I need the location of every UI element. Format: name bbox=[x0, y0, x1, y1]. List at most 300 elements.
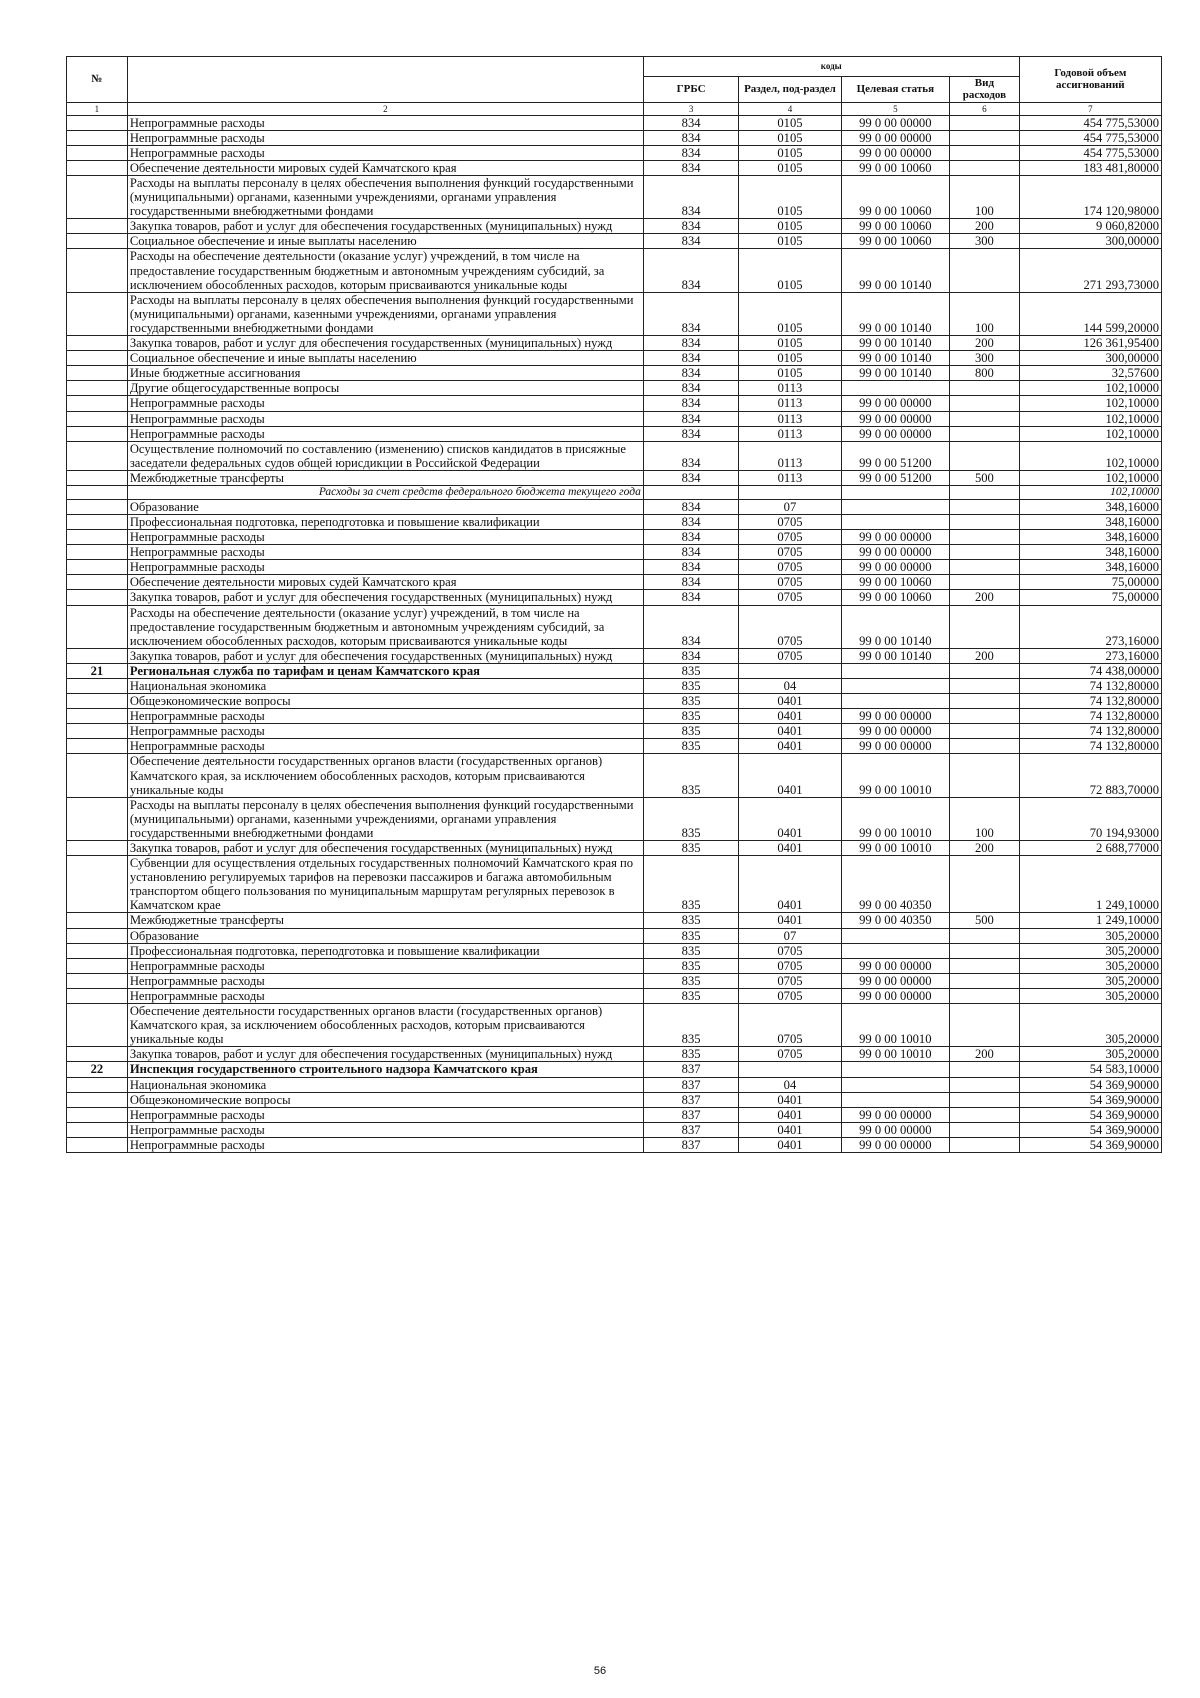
row-name: Обеспечение деятельности мировых судей Камчатского края bbox=[127, 575, 643, 590]
row-target bbox=[841, 694, 950, 709]
row-name: Межбюджетные трансферты bbox=[127, 913, 643, 928]
row-number bbox=[67, 605, 128, 648]
row-name: Образование bbox=[127, 499, 643, 514]
row-expense-type bbox=[950, 709, 1020, 724]
table-row bbox=[67, 709, 1162, 724]
row-amount: 348,16000 bbox=[1019, 530, 1161, 545]
row-section: 0105 bbox=[739, 336, 841, 351]
row-grbs: 834 bbox=[643, 575, 739, 590]
row-section: 0705 bbox=[739, 958, 841, 973]
table-row bbox=[67, 411, 1162, 426]
row-number bbox=[67, 678, 128, 693]
row-target bbox=[841, 381, 950, 396]
row-section: 0705 bbox=[739, 973, 841, 988]
row-number bbox=[67, 366, 128, 381]
table-row bbox=[67, 648, 1162, 663]
page-number: 56 bbox=[593, 1665, 607, 1677]
row-number bbox=[67, 928, 128, 943]
row-amount: 454 775,53000 bbox=[1019, 145, 1161, 160]
row-grbs: 834 bbox=[643, 514, 739, 529]
row-amount: 305,20000 bbox=[1019, 973, 1161, 988]
row-target: 99 0 00 10060 bbox=[841, 575, 950, 590]
row-target: 99 0 00 00000 bbox=[841, 1122, 950, 1137]
row-number bbox=[67, 1137, 128, 1152]
row-number bbox=[67, 545, 128, 560]
table-row bbox=[67, 678, 1162, 693]
row-name: Непрограммные расходы bbox=[127, 426, 643, 441]
row-amount: 102,10000 bbox=[1019, 485, 1161, 499]
row-section: 0105 bbox=[739, 219, 841, 234]
row-section: 0105 bbox=[739, 234, 841, 249]
row-expense-type bbox=[950, 739, 1020, 754]
row-target: 99 0 00 00000 bbox=[841, 396, 950, 411]
row-target: 99 0 00 00000 bbox=[841, 145, 950, 160]
row-number bbox=[67, 1047, 128, 1062]
row-name: Непрограммные расходы bbox=[127, 1122, 643, 1137]
header-expense-type: Вид расходов bbox=[950, 77, 1020, 103]
row-target bbox=[841, 1092, 950, 1107]
row-expense-type bbox=[950, 754, 1020, 797]
table-row bbox=[67, 958, 1162, 973]
row-grbs: 834 bbox=[643, 336, 739, 351]
row-section: 0105 bbox=[739, 249, 841, 292]
table-row bbox=[67, 1122, 1162, 1137]
header-col-num: 1 bbox=[67, 102, 128, 115]
row-section: 0105 bbox=[739, 176, 841, 219]
row-section bbox=[739, 1062, 841, 1077]
row-target: 99 0 00 10010 bbox=[841, 1047, 950, 1062]
row-grbs: 834 bbox=[643, 130, 739, 145]
row-name: Обеспечение деятельности мировых судей Камчатского края bbox=[127, 160, 643, 175]
row-section: 0401 bbox=[739, 1137, 841, 1152]
row-section: 0113 bbox=[739, 441, 841, 470]
row-grbs: 834 bbox=[643, 351, 739, 366]
row-section: 0705 bbox=[739, 988, 841, 1003]
table-row bbox=[67, 499, 1162, 514]
row-number bbox=[67, 1077, 128, 1092]
table-row bbox=[67, 115, 1162, 130]
row-grbs: 834 bbox=[643, 234, 739, 249]
row-name: Образование bbox=[127, 928, 643, 943]
row-target: 99 0 00 00000 bbox=[841, 958, 950, 973]
row-target: 99 0 00 00000 bbox=[841, 530, 950, 545]
row-number bbox=[67, 754, 128, 797]
row-number bbox=[67, 336, 128, 351]
row-section: 0105 bbox=[739, 130, 841, 145]
header-col-num: 7 bbox=[1019, 102, 1161, 115]
row-amount: 54 369,90000 bbox=[1019, 1122, 1161, 1137]
table-row bbox=[67, 292, 1162, 335]
row-section: 0113 bbox=[739, 396, 841, 411]
row-amount: 305,20000 bbox=[1019, 1047, 1161, 1062]
row-grbs: 834 bbox=[643, 426, 739, 441]
row-expense-type: 300 bbox=[950, 351, 1020, 366]
row-amount: 271 293,73000 bbox=[1019, 249, 1161, 292]
row-target: 99 0 00 00000 bbox=[841, 115, 950, 130]
row-number bbox=[67, 381, 128, 396]
row-target: 99 0 00 00000 bbox=[841, 739, 950, 754]
row-expense-type bbox=[950, 1062, 1020, 1077]
row-target bbox=[841, 1077, 950, 1092]
row-expense-type bbox=[950, 1107, 1020, 1122]
row-amount: 102,10000 bbox=[1019, 381, 1161, 396]
row-number bbox=[67, 441, 128, 470]
row-name: Общеэкономические вопросы bbox=[127, 1092, 643, 1107]
table-row bbox=[67, 1107, 1162, 1122]
row-number: 22 bbox=[67, 1062, 128, 1077]
row-grbs: 835 bbox=[643, 797, 739, 840]
row-amount: 2 688,77000 bbox=[1019, 841, 1161, 856]
row-section: 0705 bbox=[739, 605, 841, 648]
row-section: 0401 bbox=[739, 739, 841, 754]
table-row bbox=[67, 530, 1162, 545]
row-target: 99 0 00 00000 bbox=[841, 973, 950, 988]
row-amount: 74 132,80000 bbox=[1019, 739, 1161, 754]
row-number bbox=[67, 841, 128, 856]
row-amount: 70 194,93000 bbox=[1019, 797, 1161, 840]
row-grbs: 835 bbox=[643, 958, 739, 973]
row-section: 0705 bbox=[739, 514, 841, 529]
row-expense-type: 800 bbox=[950, 366, 1020, 381]
row-grbs: 835 bbox=[643, 988, 739, 1003]
row-number bbox=[67, 694, 128, 709]
row-name: Расходы за счет средств федерального бюджета текущего года bbox=[127, 485, 643, 499]
row-target bbox=[841, 1062, 950, 1077]
row-amount: 300,00000 bbox=[1019, 351, 1161, 366]
row-section: 0105 bbox=[739, 115, 841, 130]
row-expense-type bbox=[950, 663, 1020, 678]
row-grbs: 837 bbox=[643, 1092, 739, 1107]
row-number bbox=[67, 530, 128, 545]
row-target: 99 0 00 00000 bbox=[841, 1137, 950, 1152]
row-section: 0105 bbox=[739, 292, 841, 335]
row-number bbox=[67, 739, 128, 754]
row-name: Расходы на обеспечение деятельности (оказание услуг) учреждений, в том числе на предоставление государственным бюджетным и автономным учреждениям субсидий, за исключением обособленных расходов, которым присваиваются уникальные коды bbox=[127, 249, 643, 292]
row-target bbox=[841, 943, 950, 958]
header-col-num: 6 bbox=[950, 102, 1020, 115]
row-number bbox=[67, 560, 128, 575]
table-row bbox=[67, 176, 1162, 219]
row-name: Расходы на обеспечение деятельности (оказание услуг) учреждений, в том числе на предоставление государственным бюджетным и автономным учреждениям субсидий, за исключением обособленных расходов, которым присваиваются уникальные коды bbox=[127, 605, 643, 648]
row-target: 99 0 00 00000 bbox=[841, 545, 950, 560]
row-expense-type bbox=[950, 856, 1020, 913]
row-target: 99 0 00 00000 bbox=[841, 988, 950, 1003]
row-number bbox=[67, 351, 128, 366]
row-grbs: 835 bbox=[643, 1004, 739, 1047]
row-grbs: 835 bbox=[643, 943, 739, 958]
table-row bbox=[67, 913, 1162, 928]
row-name: Расходы на выплаты персоналу в целях обеспечения выполнения функций государственными (муниципальными) органами, казенными учреждениями, органами управления государственными внебюджетными фондами bbox=[127, 797, 643, 840]
row-amount: 102,10000 bbox=[1019, 411, 1161, 426]
row-grbs: 835 bbox=[643, 856, 739, 913]
row-grbs: 835 bbox=[643, 928, 739, 943]
row-target bbox=[841, 485, 950, 499]
table-row bbox=[67, 973, 1162, 988]
table-row bbox=[67, 514, 1162, 529]
row-expense-type bbox=[950, 249, 1020, 292]
row-section: 0113 bbox=[739, 411, 841, 426]
row-number bbox=[67, 973, 128, 988]
row-section: 0705 bbox=[739, 943, 841, 958]
row-number bbox=[67, 648, 128, 663]
row-name: Закупка товаров, работ и услуг для обеспечения государственных (муниципальных) нужд bbox=[127, 590, 643, 605]
row-expense-type: 500 bbox=[950, 913, 1020, 928]
table-body bbox=[67, 115, 1162, 1152]
row-number bbox=[67, 913, 128, 928]
row-number bbox=[67, 249, 128, 292]
row-name: Непрограммные расходы bbox=[127, 1137, 643, 1152]
row-expense-type bbox=[950, 485, 1020, 499]
row-expense-type bbox=[950, 441, 1020, 470]
row-section: 0113 bbox=[739, 381, 841, 396]
row-target bbox=[841, 499, 950, 514]
row-expense-type bbox=[950, 514, 1020, 529]
row-grbs: 834 bbox=[643, 366, 739, 381]
row-number bbox=[67, 856, 128, 913]
row-name: Расходы на выплаты персоналу в целях обеспечения выполнения функций государственными (муниципальными) органами, казенными учреждениями, органами управления государственными внебюджетными фондами bbox=[127, 292, 643, 335]
row-grbs: 835 bbox=[643, 663, 739, 678]
row-name: Социальное обеспечение и иные выплаты населению bbox=[127, 351, 643, 366]
row-grbs: 834 bbox=[643, 605, 739, 648]
table-row bbox=[67, 1047, 1162, 1062]
row-expense-type bbox=[950, 545, 1020, 560]
row-number bbox=[67, 797, 128, 840]
row-expense-type bbox=[950, 943, 1020, 958]
row-section: 0401 bbox=[739, 724, 841, 739]
row-target: 99 0 00 10010 bbox=[841, 754, 950, 797]
table-row bbox=[67, 1077, 1162, 1092]
table-header bbox=[67, 57, 1162, 116]
row-name: Национальная экономика bbox=[127, 678, 643, 693]
row-name: Непрограммные расходы bbox=[127, 958, 643, 973]
table-row bbox=[67, 485, 1162, 499]
row-expense-type: 100 bbox=[950, 797, 1020, 840]
row-expense-type: 200 bbox=[950, 1047, 1020, 1062]
row-expense-type bbox=[950, 530, 1020, 545]
table-row bbox=[67, 575, 1162, 590]
row-number bbox=[67, 499, 128, 514]
row-amount: 102,10000 bbox=[1019, 396, 1161, 411]
row-expense-type bbox=[950, 381, 1020, 396]
row-name: Обеспечение деятельности государственных органов власти (государственных органов) Камчатского края, за исключением обособленных расходов, которым присваиваются уникальные коды bbox=[127, 1004, 643, 1047]
row-grbs: 835 bbox=[643, 1047, 739, 1062]
row-expense-type bbox=[950, 396, 1020, 411]
row-amount: 54 369,90000 bbox=[1019, 1107, 1161, 1122]
row-section: 0705 bbox=[739, 575, 841, 590]
row-section: 0105 bbox=[739, 351, 841, 366]
row-grbs: 837 bbox=[643, 1122, 739, 1137]
row-grbs: 834 bbox=[643, 115, 739, 130]
row-name: Обеспечение деятельности государственных органов власти (государственных органов) Камчатского края, за исключением обособленных расходов, которым присваиваются уникальные коды bbox=[127, 754, 643, 797]
row-grbs: 834 bbox=[643, 381, 739, 396]
row-target: 99 0 00 10140 bbox=[841, 249, 950, 292]
row-name: Межбюджетные трансферты bbox=[127, 470, 643, 485]
table-row bbox=[67, 249, 1162, 292]
row-target: 99 0 00 10060 bbox=[841, 160, 950, 175]
row-target: 99 0 00 10010 bbox=[841, 1004, 950, 1047]
table-row bbox=[67, 560, 1162, 575]
row-section: 0705 bbox=[739, 560, 841, 575]
row-grbs: 834 bbox=[643, 411, 739, 426]
row-section: 0401 bbox=[739, 1092, 841, 1107]
row-amount: 54 369,90000 bbox=[1019, 1092, 1161, 1107]
row-amount: 102,10000 bbox=[1019, 470, 1161, 485]
row-section: 07 bbox=[739, 499, 841, 514]
row-name: Инспекция государственного строительного надзора Камчатского края bbox=[127, 1062, 643, 1077]
row-name: Непрограммные расходы bbox=[127, 560, 643, 575]
row-target: 99 0 00 10060 bbox=[841, 234, 950, 249]
row-grbs: 835 bbox=[643, 739, 739, 754]
row-section: 0705 bbox=[739, 545, 841, 560]
header-grbs: ГРБС bbox=[643, 77, 739, 103]
row-name: Непрограммные расходы bbox=[127, 988, 643, 1003]
row-amount: 1 249,10000 bbox=[1019, 856, 1161, 913]
header-section: Раздел, под-раздел bbox=[739, 77, 841, 103]
row-target: 99 0 00 00000 bbox=[841, 130, 950, 145]
row-number bbox=[67, 709, 128, 724]
row-section bbox=[739, 663, 841, 678]
row-number bbox=[67, 1107, 128, 1122]
row-expense-type bbox=[950, 130, 1020, 145]
header-col-num: 2 bbox=[127, 102, 643, 115]
row-section: 0401 bbox=[739, 797, 841, 840]
row-section: 0401 bbox=[739, 754, 841, 797]
row-amount: 102,10000 bbox=[1019, 426, 1161, 441]
row-grbs: 834 bbox=[643, 249, 739, 292]
row-grbs: 834 bbox=[643, 648, 739, 663]
row-amount: 348,16000 bbox=[1019, 499, 1161, 514]
row-amount: 273,16000 bbox=[1019, 605, 1161, 648]
row-amount: 454 775,53000 bbox=[1019, 130, 1161, 145]
row-name: Закупка товаров, работ и услуг для обеспечения государственных (муниципальных) нужд bbox=[127, 219, 643, 234]
row-number bbox=[67, 292, 128, 335]
row-grbs: 835 bbox=[643, 973, 739, 988]
table-row bbox=[67, 130, 1162, 145]
row-amount: 348,16000 bbox=[1019, 560, 1161, 575]
row-expense-type: 500 bbox=[950, 470, 1020, 485]
row-grbs: 835 bbox=[643, 754, 739, 797]
row-number: 21 bbox=[67, 663, 128, 678]
row-target: 99 0 00 00000 bbox=[841, 426, 950, 441]
row-target bbox=[841, 928, 950, 943]
row-grbs bbox=[643, 485, 739, 499]
row-target: 99 0 00 10060 bbox=[841, 590, 950, 605]
row-amount: 9 060,82000 bbox=[1019, 219, 1161, 234]
table-row bbox=[67, 754, 1162, 797]
row-amount: 273,16000 bbox=[1019, 648, 1161, 663]
row-name: Непрограммные расходы bbox=[127, 709, 643, 724]
row-amount: 75,00000 bbox=[1019, 590, 1161, 605]
row-amount: 174 120,98000 bbox=[1019, 176, 1161, 219]
row-name: Непрограммные расходы bbox=[127, 115, 643, 130]
row-grbs: 834 bbox=[643, 160, 739, 175]
row-name: Расходы на выплаты персоналу в целях обеспечения выполнения функций государственными (муниципальными) органами, казенными учреждениями, органами управления государственными внебюджетными фондами bbox=[127, 176, 643, 219]
row-section bbox=[739, 485, 841, 499]
row-number bbox=[67, 426, 128, 441]
row-name: Непрограммные расходы bbox=[127, 530, 643, 545]
table-row bbox=[67, 441, 1162, 470]
row-section: 04 bbox=[739, 1077, 841, 1092]
row-amount: 74 132,80000 bbox=[1019, 694, 1161, 709]
row-expense-type bbox=[950, 678, 1020, 693]
row-amount: 348,16000 bbox=[1019, 545, 1161, 560]
row-grbs: 835 bbox=[643, 913, 739, 928]
table-row bbox=[67, 739, 1162, 754]
row-target: 99 0 00 10060 bbox=[841, 176, 950, 219]
row-expense-type bbox=[950, 1092, 1020, 1107]
row-grbs: 834 bbox=[643, 530, 739, 545]
table-row bbox=[67, 545, 1162, 560]
row-amount: 1 249,10000 bbox=[1019, 913, 1161, 928]
row-expense-type: 200 bbox=[950, 841, 1020, 856]
row-number bbox=[67, 176, 128, 219]
row-name: Национальная экономика bbox=[127, 1077, 643, 1092]
row-grbs: 834 bbox=[643, 441, 739, 470]
row-expense-type bbox=[950, 160, 1020, 175]
row-number bbox=[67, 1122, 128, 1137]
row-grbs: 834 bbox=[643, 470, 739, 485]
row-amount: 454 775,53000 bbox=[1019, 115, 1161, 130]
row-name: Закупка товаров, работ и услуг для обеспечения государственных (муниципальных) нужд bbox=[127, 841, 643, 856]
row-expense-type bbox=[950, 988, 1020, 1003]
row-target: 99 0 00 00000 bbox=[841, 709, 950, 724]
header-number: № bbox=[67, 57, 128, 103]
table-row bbox=[67, 856, 1162, 913]
row-target bbox=[841, 678, 950, 693]
row-target: 99 0 00 40350 bbox=[841, 856, 950, 913]
row-amount: 74 438,00000 bbox=[1019, 663, 1161, 678]
row-name: Непрограммные расходы bbox=[127, 130, 643, 145]
row-target: 99 0 00 10010 bbox=[841, 841, 950, 856]
row-name: Профессиональная подготовка, переподготовка и повышение квалификации bbox=[127, 943, 643, 958]
row-number bbox=[67, 219, 128, 234]
row-name: Непрограммные расходы bbox=[127, 973, 643, 988]
row-target: 99 0 00 10140 bbox=[841, 605, 950, 648]
table-row bbox=[67, 219, 1162, 234]
table-row bbox=[67, 694, 1162, 709]
row-number bbox=[67, 115, 128, 130]
row-amount: 54 369,90000 bbox=[1019, 1137, 1161, 1152]
row-name: Субвенции для осуществления отдельных государственных полномочий Камчатского края по установлению регулируемых тарифов на перевозки пассажиров и багажа автомобильным транспортом общего пользования по муниципальным маршрутам регулярных перевозок в Камчатском крае bbox=[127, 856, 643, 913]
row-section: 0401 bbox=[739, 709, 841, 724]
row-number bbox=[67, 470, 128, 485]
row-expense-type bbox=[950, 426, 1020, 441]
row-amount: 74 132,80000 bbox=[1019, 678, 1161, 693]
row-name: Закупка товаров, работ и услуг для обеспечения государственных (муниципальных) нужд bbox=[127, 1047, 643, 1062]
row-target: 99 0 00 10140 bbox=[841, 336, 950, 351]
row-section: 0105 bbox=[739, 160, 841, 175]
row-expense-type bbox=[950, 928, 1020, 943]
table-row bbox=[67, 928, 1162, 943]
row-number bbox=[67, 145, 128, 160]
row-number bbox=[67, 130, 128, 145]
row-amount: 348,16000 bbox=[1019, 514, 1161, 529]
row-grbs: 835 bbox=[643, 678, 739, 693]
row-expense-type: 200 bbox=[950, 648, 1020, 663]
row-name: Непрограммные расходы bbox=[127, 1107, 643, 1122]
table-row bbox=[67, 381, 1162, 396]
row-target: 99 0 00 00000 bbox=[841, 1107, 950, 1122]
table-row bbox=[67, 234, 1162, 249]
row-amount: 74 132,80000 bbox=[1019, 724, 1161, 739]
row-number bbox=[67, 988, 128, 1003]
row-expense-type bbox=[950, 1077, 1020, 1092]
row-target: 99 0 00 10060 bbox=[841, 219, 950, 234]
row-name: Закупка товаров, работ и услуг для обеспечения государственных (муниципальных) нужд bbox=[127, 648, 643, 663]
row-name: Осуществление полномочий по составлению (изменению) списков кандидатов в присяжные заседатели федеральных судов общей юрисдикции в Российской Федерации bbox=[127, 441, 643, 470]
row-section: 0113 bbox=[739, 470, 841, 485]
row-expense-type bbox=[950, 1122, 1020, 1137]
